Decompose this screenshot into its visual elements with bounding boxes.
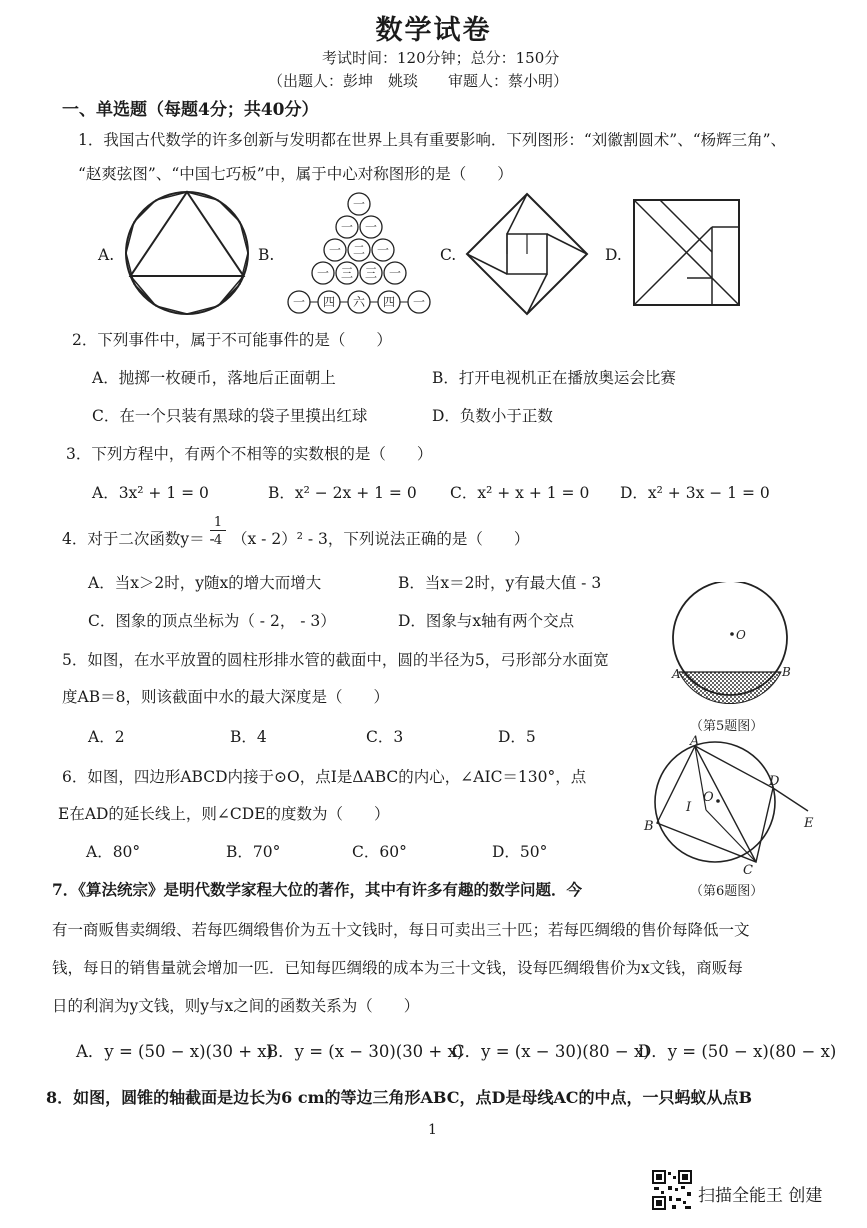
yh-r5d: 四 xyxy=(382,295,396,309)
q6-label-b: B xyxy=(644,819,654,834)
page-number: 1 xyxy=(428,1122,437,1138)
q5-option-c: C．3 xyxy=(366,728,404,746)
q2-option-a: A．抛掷一枚硬币，落地后正面朝上 xyxy=(92,369,336,387)
q3-option-b: B．x² − 2x + 1 = 0 xyxy=(268,484,417,502)
q4-stem-pre: 4．对于二次函数y＝ - xyxy=(62,530,215,548)
q4-option-a: A．当x＞2时，y随x的增大而增大 xyxy=(88,574,322,592)
q6-line2: E在AD的延长线上，则∠CDE的度数为（ ） xyxy=(58,805,390,823)
scanner-watermark: 扫描全能王 创建 xyxy=(698,1186,823,1206)
yh-r3c: 一 xyxy=(376,243,390,257)
q6-label-e: E xyxy=(804,816,814,831)
section-heading: 一、单选题（每题4分；共40分） xyxy=(62,100,319,120)
q2-option-c: C．在一个只装有黑球的袋子里摸出红球 xyxy=(92,407,368,425)
q1-figure-tangram xyxy=(632,198,742,308)
yh-r5a: 一 xyxy=(292,295,306,309)
q7-option-d: D．y = (50 − x)(80 − x) xyxy=(638,1042,837,1061)
q6-label-a: A xyxy=(690,735,700,749)
q5-label-b: B xyxy=(782,665,791,679)
q1-figure-yanghui-triangle xyxy=(284,190,434,320)
q6-label-d: D xyxy=(769,774,780,789)
q7-line3: 钱，每日的销售量就会增加一匹．已知每匹绸缎的成本为三十文钱，设每匹绸缎售价为x文钱，商贩每 xyxy=(52,959,743,977)
yh-r5e: 一 xyxy=(412,295,426,309)
q7-line2: 有一商贩售卖绸缎、若每匹绸缎售价为五十文钱时，每日可卖出三十匹；若每匹绸缎的售价每降低一文 xyxy=(52,921,750,939)
q7-line4: 日的利润为y文钱，则y与x之间的函数关系为（ ） xyxy=(52,997,420,1015)
yh-r2a: 一 xyxy=(340,220,354,234)
q5-option-a: A．2 xyxy=(88,728,125,746)
q5-label-o: O xyxy=(736,628,746,642)
yh-r1: 一 xyxy=(352,197,366,211)
q1-option-a-label: A. xyxy=(98,246,115,264)
qr-code-icon xyxy=(652,1170,692,1210)
q5-line1: 5．如图，在水平放置的圆柱形排水管的截面中，圆的半径为5，弓形部分水面宽 xyxy=(62,651,609,669)
q4-option-d: D．图象与x轴有两个交点 xyxy=(398,612,575,630)
q6-label-o: O xyxy=(703,790,714,805)
yh-r5b: 四 xyxy=(322,295,336,309)
yh-r4b: 三 xyxy=(340,266,354,280)
q6-caption: （第6题图） xyxy=(690,884,764,899)
q1-figure-liuhui-circle xyxy=(122,188,252,318)
yh-r4a: 一 xyxy=(316,266,330,280)
q1-line2: “赵爽弦图”、“中国七巧板”中，属于中心对称图形的是（ ） xyxy=(78,165,513,183)
q4-option-c: C．图象的顶点坐标为（ - 2， - 3） xyxy=(88,612,336,630)
q2-stem: 2．下列事件中，属于不可能事件的是（ ） xyxy=(72,331,392,349)
q6-line1: 6．如图，四边形ABCD内接于⊙O，点I是ΔABC的内心，∠AIC＝130°，点 xyxy=(62,768,587,786)
q2-option-d: D．负数小于正数 xyxy=(432,407,553,425)
exam-info: 考试时间：120分钟；总分：150分 xyxy=(322,49,560,67)
exam-authors: （出题人：彭坤 姚琰 审题人：蔡小明） xyxy=(268,72,569,90)
q7-option-a: A．y = (50 − x)(30 + x) xyxy=(76,1042,274,1061)
q6-option-d: D．50° xyxy=(492,843,548,861)
q3-option-d: D．x² + 3x − 1 = 0 xyxy=(620,484,770,502)
yh-r3a: 一 xyxy=(328,243,342,257)
q7-option-b: B．y = (x − 30)(30 + x) xyxy=(266,1042,464,1061)
q2-option-b: B．打开电视机正在播放奥运会比赛 xyxy=(432,369,676,387)
q6-label-i: I xyxy=(686,800,692,815)
q6-option-a: A．80° xyxy=(86,843,141,861)
q5-figure-pipe-section xyxy=(668,582,798,707)
q5-line2: 度AB＝8，则该截面中水的最大深度是（ ） xyxy=(62,688,389,706)
q4-option-b: B．当x＝2时，y有最大值 - 3 xyxy=(398,574,602,592)
q1-option-c-label: C. xyxy=(440,246,457,264)
q1-figure-zhaoshuang-diagram xyxy=(465,192,590,317)
q7-line1: 7．《算法统宗》是明代数学家程大位的著作，其中有许多有趣的数学问题．今 xyxy=(52,880,583,899)
q6-figure-cyclic-quadrilateral xyxy=(640,735,820,875)
q5-label-a: A xyxy=(672,667,681,681)
q7-option-c: C．y = (x − 30)(80 − x) xyxy=(452,1042,650,1061)
q6-label-c: C xyxy=(743,863,753,875)
q5-option-d: D．5 xyxy=(498,728,536,746)
q3-option-a: A．3x² + 1 = 0 xyxy=(92,484,209,502)
q8-line1: 8．如图，圆锥的轴截面是边长为6 cm的等边三角形ABC，点D是母线AC的中点，一只蚂蚁从点B xyxy=(46,1088,753,1107)
q1-line1: 1．我国古代数学的许多创新与发明都在世界上具有重要影响．下列图形：“刘徽割圆术”、“杨辉三角”、 xyxy=(78,131,787,149)
page-title: 数学试卷 xyxy=(375,15,492,46)
q3-option-c: C．x² + x + 1 = 0 xyxy=(450,484,590,502)
yh-r2b: 一 xyxy=(364,220,378,234)
yh-r4c: 三 xyxy=(364,266,378,280)
yh-r5c: 六 xyxy=(352,295,366,309)
q4-frac-num: 1 xyxy=(210,515,226,531)
q3-stem: 3．下列方程中，有两个不相等的实数根的是（ ） xyxy=(66,445,433,463)
q4-stem-post: （x - 2）² - 3，下列说法正确的是（ ） xyxy=(232,530,530,548)
yh-r4d: 一 xyxy=(388,266,402,280)
q6-option-b: B．70° xyxy=(226,843,281,861)
q5-option-b: B．4 xyxy=(230,728,267,746)
q5-caption: （第5题图） xyxy=(690,719,764,734)
q6-option-c: C．60° xyxy=(352,843,407,861)
q1-option-b-label: B. xyxy=(258,246,275,264)
q1-option-d-label: D. xyxy=(605,246,622,264)
q4-frac-den: 4 xyxy=(213,533,223,548)
yh-r3b: 二 xyxy=(352,243,366,257)
